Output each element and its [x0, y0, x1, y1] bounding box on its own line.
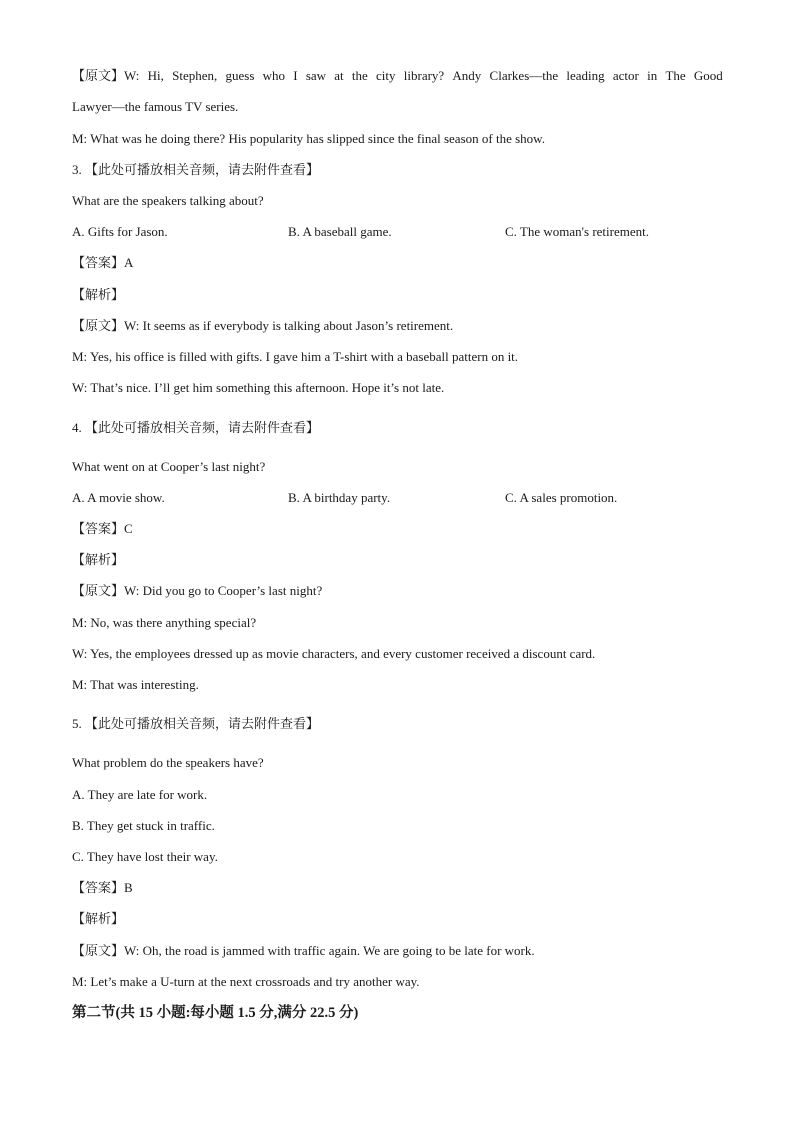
transcript-line-justified	[72, 67, 723, 85]
word: city	[376, 68, 396, 83]
transcript-line: 【原文】W: Did you go to Cooper’s last night?	[72, 583, 323, 598]
question-text-3: What are the speakers talking about?	[72, 193, 264, 208]
option-c: C. A sales promotion.	[505, 490, 618, 505]
question-number-5: 5. 【此处可播放相关音频，请去附件查看】	[72, 716, 320, 731]
option-a: A. A movie show.	[72, 490, 165, 505]
transcript-line: 【原文】W: Oh, the road is jammed with traffic again. We are going to be late for work.	[72, 943, 535, 958]
answer-4: 【答案】C	[72, 521, 133, 536]
word: 【原文】W:	[72, 68, 140, 83]
option-b: B. A birthday party.	[288, 490, 391, 505]
transcript-line: M: That was interesting.	[72, 677, 199, 692]
transcript-line: M: Let’s make a U-turn at the next crossroads and try another way.	[72, 974, 420, 989]
options-row-3	[72, 223, 723, 241]
question-text-4: What went on at Cooper’s last night?	[72, 459, 266, 474]
transcript-line: M: Yes, his office is filled with gifts. I gave him a T-shirt with a baseball pattern on it.	[72, 349, 519, 364]
section-heading: 第二节(共 15 小题:每小题 1.5 分,满分 22.5 分)	[72, 1005, 359, 1021]
word: I	[293, 68, 298, 83]
transcript-line: 【原文】W: It seems as if everybody is talking about Jason’s retirement.	[72, 318, 454, 333]
word: guess	[225, 68, 255, 83]
word: Andy	[452, 68, 482, 83]
options-row-4	[72, 489, 723, 507]
option-a: A. They are late for work.	[72, 787, 208, 802]
transcript-line: W: That’s nice. I’ll get him something this afternoon. Hope it’s not late.	[72, 380, 445, 395]
word: Clarkes—the	[489, 68, 559, 83]
word: Good	[693, 68, 723, 83]
analysis-label-3: 【解析】	[72, 287, 125, 302]
word: actor	[612, 68, 639, 83]
transcript-line: M: No, was there anything special?	[72, 615, 257, 630]
transcript-line: W: Yes, the employees dressed up as movie characters, and every customer received a discount card.	[72, 646, 596, 661]
question-number-3: 3. 【此处可播放相关音频，请去附件查看】	[72, 162, 320, 177]
answer-5: 【答案】B	[72, 880, 133, 895]
question-number-4: 4. 【此处可播放相关音频，请去附件查看】	[72, 420, 320, 435]
transcript-line: Lawyer—the famous TV series.	[72, 99, 239, 114]
transcript-line: M: What was he doing there? His popularity has slipped since the final season of the show.	[72, 131, 545, 146]
analysis-label-5: 【解析】	[72, 911, 125, 926]
option-c: C. They have lost their way.	[72, 849, 218, 864]
option-c: C. The woman's retirement.	[505, 224, 649, 239]
word: Stephen,	[172, 68, 218, 83]
option-b: B. A baseball game.	[288, 224, 392, 239]
word: Hi,	[147, 68, 164, 83]
word: leading	[566, 68, 605, 83]
question-text-5: What problem do the speakers have?	[72, 755, 264, 770]
word: who	[262, 68, 286, 83]
word: the	[351, 68, 368, 83]
word: The	[665, 68, 686, 83]
word: at	[334, 68, 344, 83]
analysis-label-4: 【解析】	[72, 552, 125, 567]
option-a: A. Gifts for Jason.	[72, 224, 168, 239]
word: library?	[403, 68, 445, 83]
word: in	[647, 68, 658, 83]
word: saw	[305, 68, 327, 83]
answer-3: 【答案】A	[72, 255, 134, 270]
option-b: B. They get stuck in traffic.	[72, 818, 215, 833]
